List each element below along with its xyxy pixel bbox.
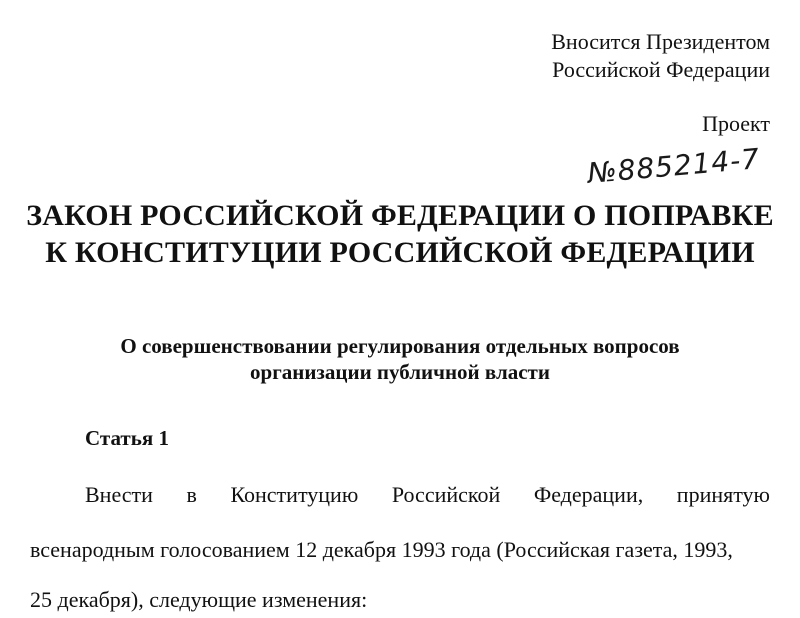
handwritten-registration-number: №885214-7 xyxy=(586,142,762,191)
article-text-line-3: 25 декабря), следующие изменения: xyxy=(30,587,368,612)
submitter-line-2: Российской Федерации xyxy=(552,57,770,82)
submitter-line-1: Вносится Президентом xyxy=(551,29,770,54)
article-text-line-1: Внести в Конституцию Российской Федерации, принятую xyxy=(85,482,770,507)
law-title-line-2: К КОНСТИТУЦИИ РОССИЙСКОЙ ФЕДЕРАЦИИ xyxy=(45,236,755,269)
law-subtitle-line-2: организации публичной власти xyxy=(250,360,550,384)
law-title xyxy=(0,197,800,271)
submitter-block xyxy=(551,28,770,84)
article-text-line-2: всенародным голосованием 12 декабря 1993 года (Российская газета, 1993, xyxy=(30,537,733,562)
law-title-line-1: ЗАКОН РОССИЙСКОЙ ФЕДЕРАЦИИ О ПОПРАВКЕ xyxy=(26,199,774,232)
document-status: Проект xyxy=(702,111,770,136)
law-subtitle xyxy=(0,333,800,385)
article-heading: Статья 1 xyxy=(85,426,169,450)
law-subtitle-line-1: О совершенствовании регулирования отдельных вопросов xyxy=(120,334,680,358)
